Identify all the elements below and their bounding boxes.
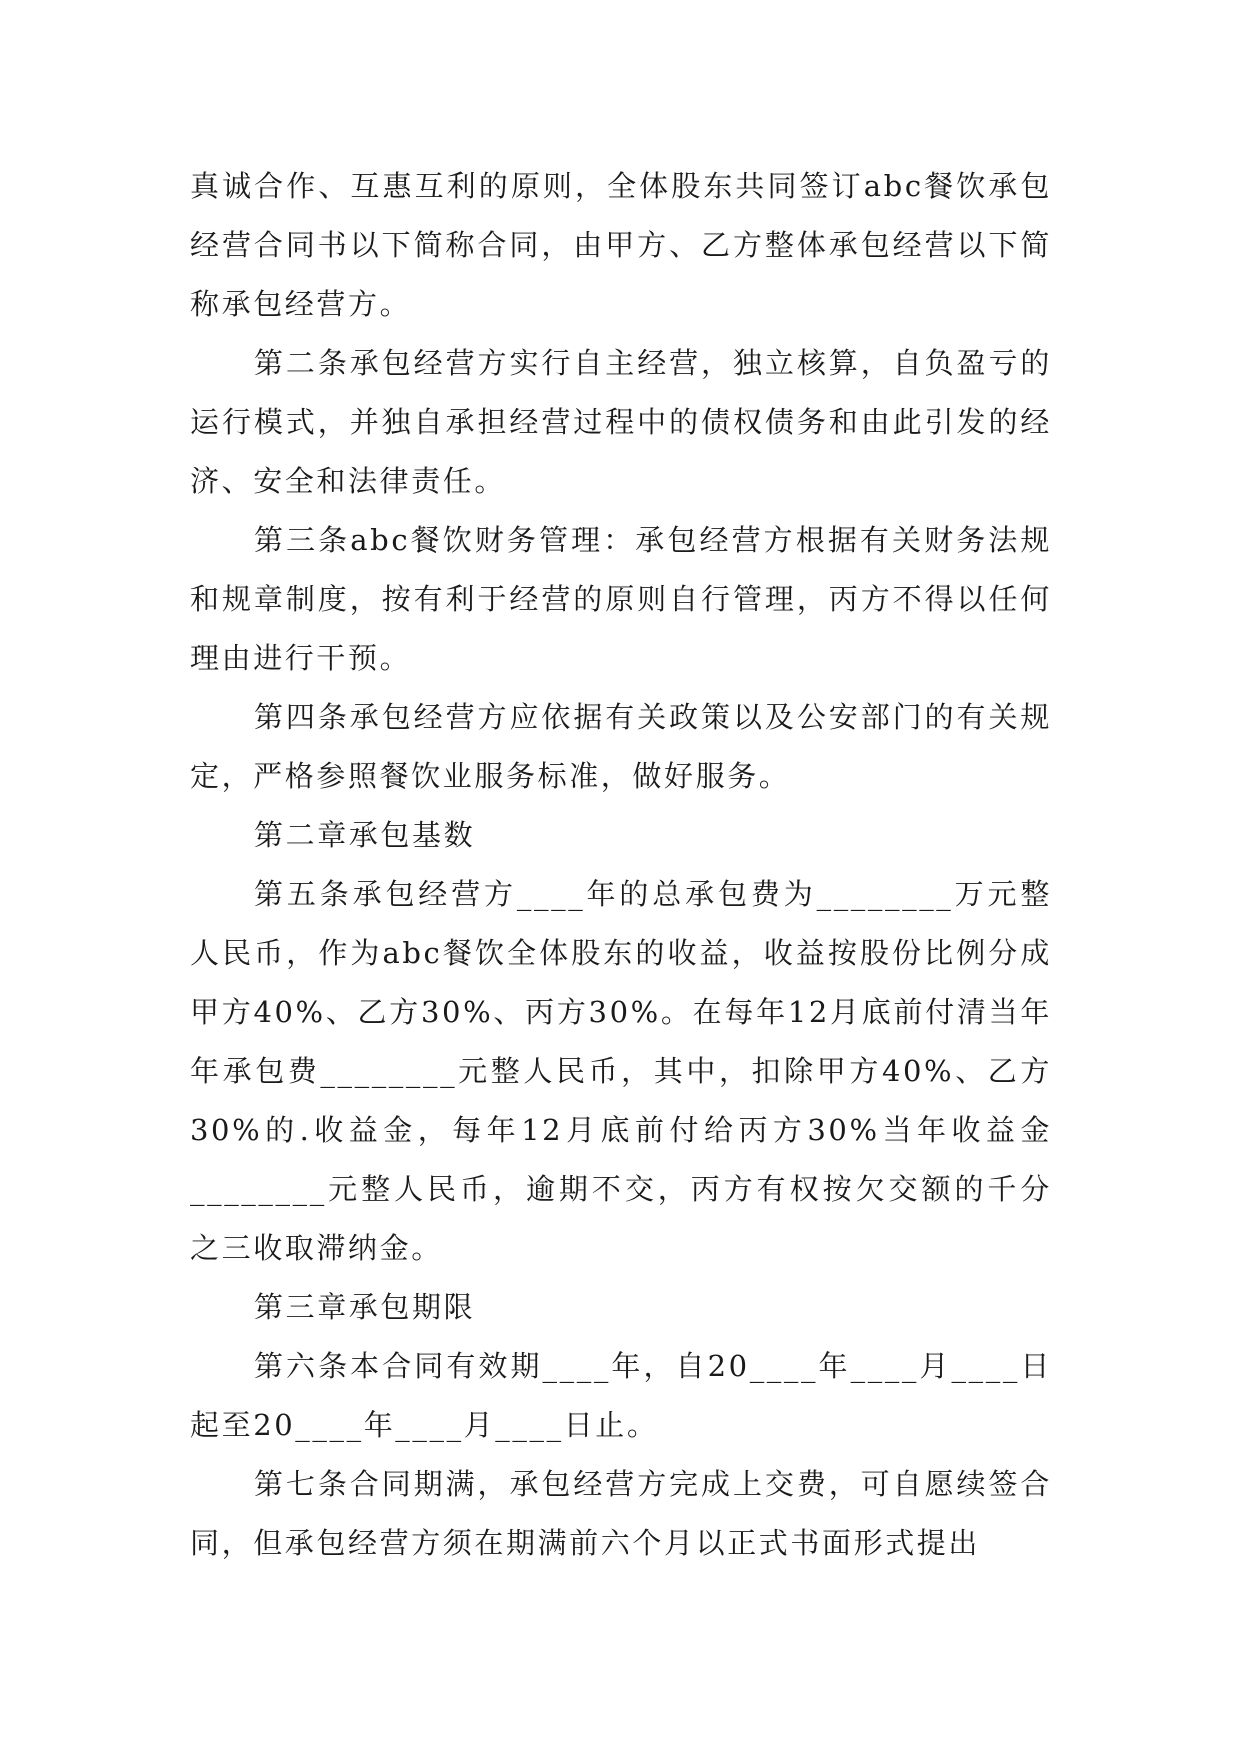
paragraph-article-3: 第三条abc餐饮财务管理：承包经营方根据有关财务法规和规章制度，按有利于经营的原则自行管理，丙方不得以任何理由进行干预。: [190, 523, 1052, 675]
document-body: [190, 157, 1052, 1573]
paragraph-article-5: 第五条承包经营方____年的总承包费为________万元整人民币，作为abc餐饮全体股东的收益，收益按股份比例分成甲方40%、乙方30%、丙方30%。在每年12月底前付清当年年承包费________元整人民币，其中，扣除甲方40%、乙方30%的.收益金，每年12月底前付给丙方30%当年收益金________元整人民币，逾期不交，丙方有权按欠交额的千分之三收取滞纳金。: [190, 877, 1052, 1265]
paragraph-article-6: 第六条本合同有效期____年，自20____年____月____日起至20____年____月____日止。: [190, 1349, 1052, 1442]
chapter-heading-2: 第二章承包基数: [254, 818, 476, 852]
paragraph-article-4: 第四条承包经营方应依据有关政策以及公安部门的有关规定，严格参照餐饮业服务标准，做好服务。: [190, 700, 1052, 793]
paragraph-article-2: 第二条承包经营方实行自主经营，独立核算，自负盈亏的运行模式，并独自承担经营过程中的债权债务和由此引发的经济、安全和法律责任。: [190, 346, 1052, 498]
chapter-heading-3: 第三章承包期限: [254, 1290, 476, 1324]
paragraph-principle-continuation: 真诚合作、互惠互利的原则，全体股东共同签订abc餐饮承包经营合同书以下简称合同，由甲方、乙方整体承包经营以下简称承包经营方。: [190, 169, 1052, 321]
paragraph-article-7: 第七条合同期满，承包经营方完成上交费，可自愿续签合同，但承包经营方须在期满前六个月以正式书面形式提出: [190, 1467, 1052, 1560]
